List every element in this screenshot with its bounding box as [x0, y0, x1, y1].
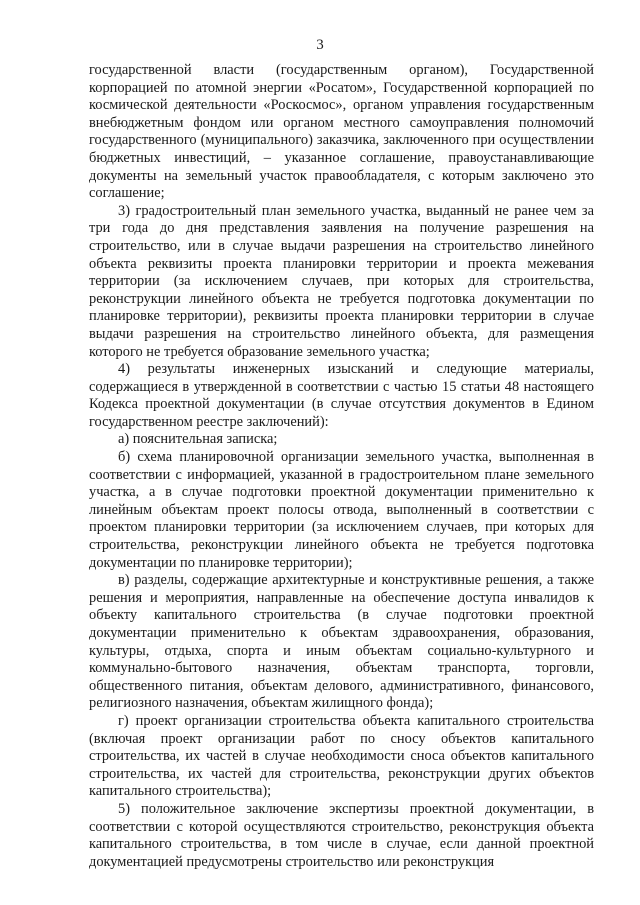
- paragraph-item-4b: б) схема планировочной организации земельного участка, выполненная в соответствии с информацией, указанной в градостроительном плане земельного участка, а в случае подготовки проектной документации применительно к линейным объектам проект полосы отвода, выполненный в соответствии с проектом планировки территории (за исключением случаев, при которых для строительства, реконструкции линейного объекта не требуется подготовка документации по планировке территории);: [89, 449, 594, 571]
- page-number: 3: [316, 37, 324, 53]
- paragraph-item-4g: г) проект организации строительства объекта капитального строительства (включая проект организации работ по сносу объектов капитального строительства, их частей в случае необходимости сноса объектов капитального строительства, их частей для строительства, реконструкции других объектов капитального строительства);: [89, 712, 594, 800]
- paragraph-item-4: 4) результаты инженерных изысканий и следующие материалы, содержащиеся в утвержденной в соответствии с частью 15 статьи 48 настоящего Кодекса проектной документации (в случае отсутствия документов в Едином государственном реестре заключений):: [89, 361, 594, 430]
- document-body: [89, 62, 594, 871]
- paragraph-item-4v: в) разделы, содержащие архитектурные и конструктивные решения, а также решения и мероприятия, направленные на обеспечение доступа инвалидов к объекту капитального строительства (в случае подготовки проектной документации применительно к объектам здравоохранения, образования, культуры, отдыха, спорта и иным объектам социально-культурного и коммунально-бытового назначения, объектам транспорта, торговли, общественного питания, объектам делового, административного, финансового, религиозного назначения, объектам жилищного фонда);: [89, 572, 594, 712]
- paragraph-item-5: 5) положительное заключение экспертизы проектной документации, в соответствии с которой осуществляются строительство, реконструкция объекта капитального строительства, в том числе в случае, если данной проектной документацией предусмотрены строительство или реконструкция: [89, 800, 594, 870]
- paragraph-item-3: 3) градостроительный план земельного участка, выданный не ранее чем за три года до дня представления заявления на получение разрешения на строительство, или в случае выдачи разрешения на строительство линейного объекта реквизиты проекта планировки территории и проекта межевания территории (за исключением случаев, при которых для строительства, реконструкции линейного объекта не требуется подготовка документации по планировке территории), реквизиты проекта планировки территории в случае выдачи разрешения на строительство линейного объекта, для размещения которого не требуется образование земельного участка;: [89, 202, 594, 360]
- paragraph-item-4a: а) пояснительная записка;: [118, 431, 278, 448]
- paragraph-continuation: государственной власти (государственным органом), Государственной корпорацией по атомной энергии «Росатом», Государственной корпорацией по космической деятельности «Роскосмос», органом управления государственным внебюджетным фондом или органом местного самоуправления полномочий государственного (муниципального) заказчика, заключенного при осуществлении бюджетных инвестиций, – указанное соглашение, правоустанавливающие документы на земельный участок правообладателя, с которым заключено это соглашение;: [89, 62, 594, 202]
